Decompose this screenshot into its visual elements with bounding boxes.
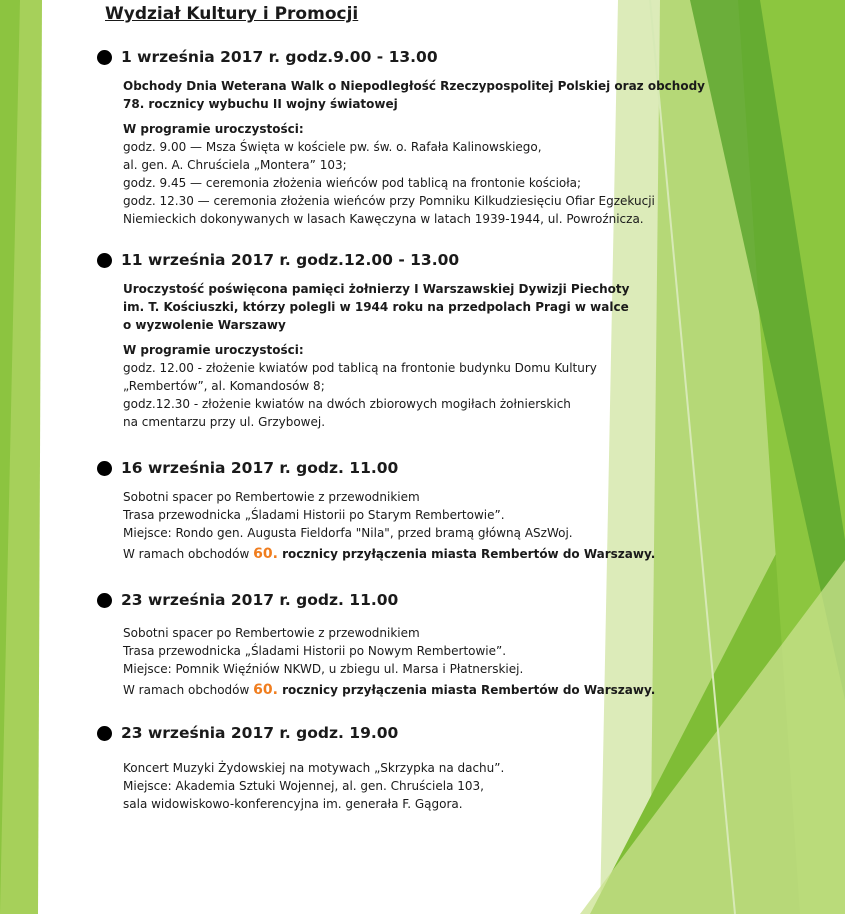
event-line: Sobotni spacer po Rembertowie z przewodnikiem xyxy=(123,490,420,504)
anniversary-line xyxy=(123,681,655,699)
program-line: godz.12.30 - złożenie kwiatów na dwóch zbiorowych mogiłach żołnierskich xyxy=(123,397,571,411)
event-heading xyxy=(97,591,655,609)
event-details xyxy=(123,759,504,813)
event-details xyxy=(123,488,655,563)
event-date: 1 września 2017 r. godz.9.00 - 13.00 xyxy=(121,48,438,66)
bullet-icon xyxy=(97,253,112,268)
bullet-icon xyxy=(97,726,112,741)
event-program xyxy=(123,341,629,431)
event-line: Miejsce: Akademia Sztuki Wojennej, al. gen. Chruściela 103, xyxy=(123,779,484,793)
program-line: Niemieckich dokonywanych w lasach Kawęczyna w latach 1939-1944, ul. Powroźnicza. xyxy=(123,212,644,226)
program-line: godz. 12.00 - złożenie kwiatów pod tablicą na frontonie budynku Domu Kultury xyxy=(123,361,597,375)
event-line: Trasa przewodnicka „Śladami Historii po Nowym Rembertowie”. xyxy=(123,644,507,658)
bullet-icon xyxy=(97,593,112,608)
event-line: Trasa przewodnicka „Śladami Historii po Starym Rembertowie”. xyxy=(123,508,505,522)
event-heading xyxy=(97,459,655,477)
anniversary-pre: W ramach obchodów xyxy=(123,683,254,697)
program-line: godz. 9.45 — ceremonia złożenia wieńców pod tablicą na frontonie kościoła; xyxy=(123,176,582,190)
event-date: 11 września 2017 r. godz.12.00 - 13.00 xyxy=(121,251,460,269)
event-2 xyxy=(97,251,629,431)
event-title xyxy=(123,280,629,334)
event-program xyxy=(123,120,705,228)
bullet-icon xyxy=(97,461,112,476)
bullet-icon xyxy=(97,50,112,65)
program-line: „Rembertów”, al. Komandosów 8; xyxy=(123,379,325,393)
program-heading: W programie uroczystości: xyxy=(123,343,304,357)
event-title-line: o wyzwolenie Warszawy xyxy=(123,318,286,332)
anniversary-number: 60. xyxy=(253,682,278,698)
event-line: Miejsce: Pomnik Więźniów NKWD, u zbiegu ul. Marsa i Płatnerskiej. xyxy=(123,662,524,676)
program-line: godz. 12.30 — ceremonia złożenia wieńców przy Pomniku Kilkudziesięciu Ofiar Egzekucji xyxy=(123,194,655,208)
anniversary-post: rocznicy przyłączenia miasta Rembertów do Warszawy. xyxy=(277,547,656,561)
program-line: godz. 9.00 — Msza Święta w kościele pw. św. o. Rafała Kalinowskiego, xyxy=(123,140,542,154)
event-date: 23 września 2017 r. godz. 11.00 xyxy=(121,591,399,609)
anniversary-number: 60. xyxy=(253,546,278,562)
event-details xyxy=(123,624,655,699)
event-3 xyxy=(97,459,655,563)
event-heading xyxy=(97,48,705,66)
event-date: 23 września 2017 r. godz. 19.00 xyxy=(121,724,399,742)
program-line: na cmentarzu przy ul. Grzybowej. xyxy=(123,415,326,429)
event-title-line: im. T. Kościuszki, którzy polegli w 1944 roku na przedpolach Pragi w walce xyxy=(123,300,629,314)
event-title-line: Uroczystość poświęcona pamięci żołnierzy I Warszawskiej Dywizji Piechoty xyxy=(123,282,630,296)
event-line: sala widowiskowo-konferencyjna im. generała F. Gągora. xyxy=(123,797,463,811)
event-line: Sobotni spacer po Rembertowie z przewodnikiem xyxy=(123,626,420,640)
event-4 xyxy=(97,591,655,699)
event-5 xyxy=(97,724,504,813)
page-title: Wydział Kultury i Promocji xyxy=(105,4,359,24)
event-heading xyxy=(97,251,629,269)
event-title xyxy=(123,77,705,113)
event-heading xyxy=(97,724,504,742)
event-date: 16 września 2017 r. godz. 11.00 xyxy=(121,459,399,477)
anniversary-line xyxy=(123,545,655,563)
anniversary-pre: W ramach obchodów xyxy=(123,547,254,561)
event-title-line: 78. rocznicy wybuchu II wojny światowej xyxy=(123,97,398,111)
program-heading: W programie uroczystości: xyxy=(123,122,304,136)
event-line: Koncert Muzyki Żydowskiej na motywach „Skrzypka na dachu”. xyxy=(123,761,505,775)
anniversary-post: rocznicy przyłączenia miasta Rembertów do Warszawy. xyxy=(277,683,656,697)
event-1 xyxy=(97,48,705,228)
program-line: al. gen. A. Chruściela „Montera” 103; xyxy=(123,158,347,172)
event-title-line: Obchody Dnia Weterana Walk o Niepodległość Rzeczypospolitej Polskiej oraz obchody xyxy=(123,79,705,93)
event-line: Miejsce: Rondo gen. Augusta Fieldorfa "Nila", przed bramą główną ASzWoj. xyxy=(123,526,573,540)
